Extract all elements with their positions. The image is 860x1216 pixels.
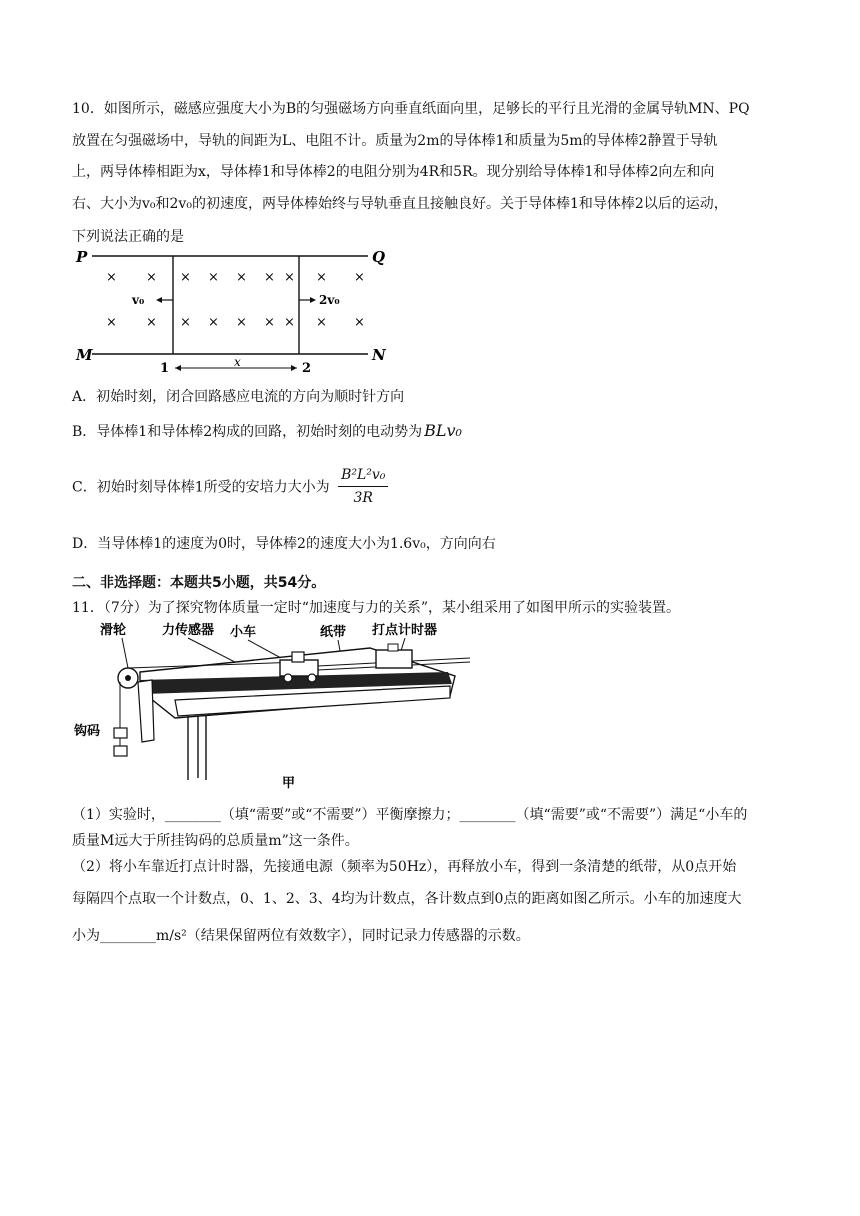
q11-part2-line2: 每隔四个点取一个计数点，0、1、2、3、4均为计数点，各计数点到0点的距离如图乙所示。小车的加速度大 (72, 891, 742, 907)
q10-line-5: 下列说法正确的是 (72, 229, 184, 245)
q11-intro: 11．（7分）为了探究物体质量一定时“加速度与力的关系”，某小组采用了如图甲所示的实验装置。 (72, 600, 681, 616)
q11-part1-line1: （1）实验时，________（填“需要”或“不需要”）平衡摩擦力；________（填“需要”或“不需要”）满足“小车的 (72, 807, 748, 823)
svg-text:×: × (284, 270, 295, 285)
rod2-label: 2 (302, 361, 312, 376)
svg-text:×: × (146, 270, 157, 285)
svg-text:×: × (316, 315, 327, 330)
svg-text:×: × (180, 315, 191, 330)
ampere-force-fraction: $\frac{\text{B²L²v₀}}{3R}$ (338, 466, 388, 507)
svg-text:×: × (264, 315, 275, 330)
velocity-v1: v₀ (132, 293, 145, 307)
label-weights: 钩码 (74, 724, 101, 739)
svg-text:×: × (354, 315, 365, 330)
option-a: A．初始时刻，闭合回路感应电流的方向为顺时针方向 (72, 389, 405, 405)
distance-label: x (234, 355, 241, 369)
svg-text:×: × (284, 315, 295, 330)
q10-line-2: 放置在匀强磁场中，导轨的间距为L、电阻不计。质量为2m的导体棒1和质量为5m的导体棒2静置于导轨 (72, 133, 718, 149)
q10-line-4: 右、大小为v₀和2v₀的初速度，两导体棒始终与导轨垂直且接触良好。关于导体棒1和导体棒2以后的运动， (72, 196, 728, 212)
svg-text:×: × (236, 270, 247, 285)
svg-text:×: × (208, 270, 219, 285)
label-p: P (76, 248, 88, 266)
label-cart: 小车 (230, 625, 257, 640)
q11-part2-line1: （2）将小车靠近打点计时器，先接通电源（频率为50Hz），再释放小车，得到一条清楚的纸带，从0点开始 (72, 859, 737, 875)
q10-circuit-figure (72, 244, 402, 376)
figure-caption: 甲 (282, 776, 296, 790)
svg-text:×: × (106, 270, 117, 285)
svg-text:×: × (208, 315, 219, 330)
option-c: C．初始时刻导体棒1所受的安培力大小为 $\frac{\text{B²L²v₀}}{3R}$ (72, 466, 388, 507)
label-n: N (372, 346, 386, 364)
svg-text:×: × (354, 270, 365, 285)
q11-part1-line2: 质量M远大于所挂钩码的总质量m”这一条件。 (72, 833, 359, 849)
svg-text:×: × (180, 270, 191, 285)
svg-text:×: × (106, 315, 117, 330)
velocity-v2: 2v₀ (319, 293, 340, 307)
rod1-label: 1 (160, 361, 170, 376)
label-pulley: 滑轮 (100, 623, 127, 638)
svg-text:×: × (316, 270, 327, 285)
svg-text:×: × (236, 315, 247, 330)
label-m: M (76, 346, 93, 364)
option-b: B．导体棒1和导体棒2构成的回路，初始时刻的电动势为 BLv₀ (72, 421, 462, 440)
q11-apparatus-figure (70, 620, 480, 790)
label-timer: 打点计时器 (372, 623, 438, 638)
label-q: Q (372, 248, 386, 266)
q10-line-3: 上，两导体棒相距为x，导体棒1和导体棒2的电阻分别为4R和5R。现分别给导体棒1和导体棒2向左和向 (72, 164, 715, 180)
section-heading: 二、非选择题：本题共5小题，共54分。 (72, 575, 326, 591)
q10-line-1: 10．如图所示，磁感应强度大小为B的匀强磁场方向垂直纸面向里，足够长的平行且光滑的金属导轨MN、PQ (72, 101, 750, 117)
q11-part2-line3: 小为________m/s²（结果保留两位有效数字），同时记录力传感器的示数。 (72, 928, 530, 944)
label-tape: 纸带 (320, 625, 347, 640)
svg-text:×: × (146, 315, 157, 330)
svg-text:×: × (264, 270, 275, 285)
label-sensor: 力传感器 (162, 623, 215, 638)
option-d: D．当导体棒1的速度为0时，导体棒2的速度大小为1.6v₀，方向向右 (72, 536, 496, 552)
